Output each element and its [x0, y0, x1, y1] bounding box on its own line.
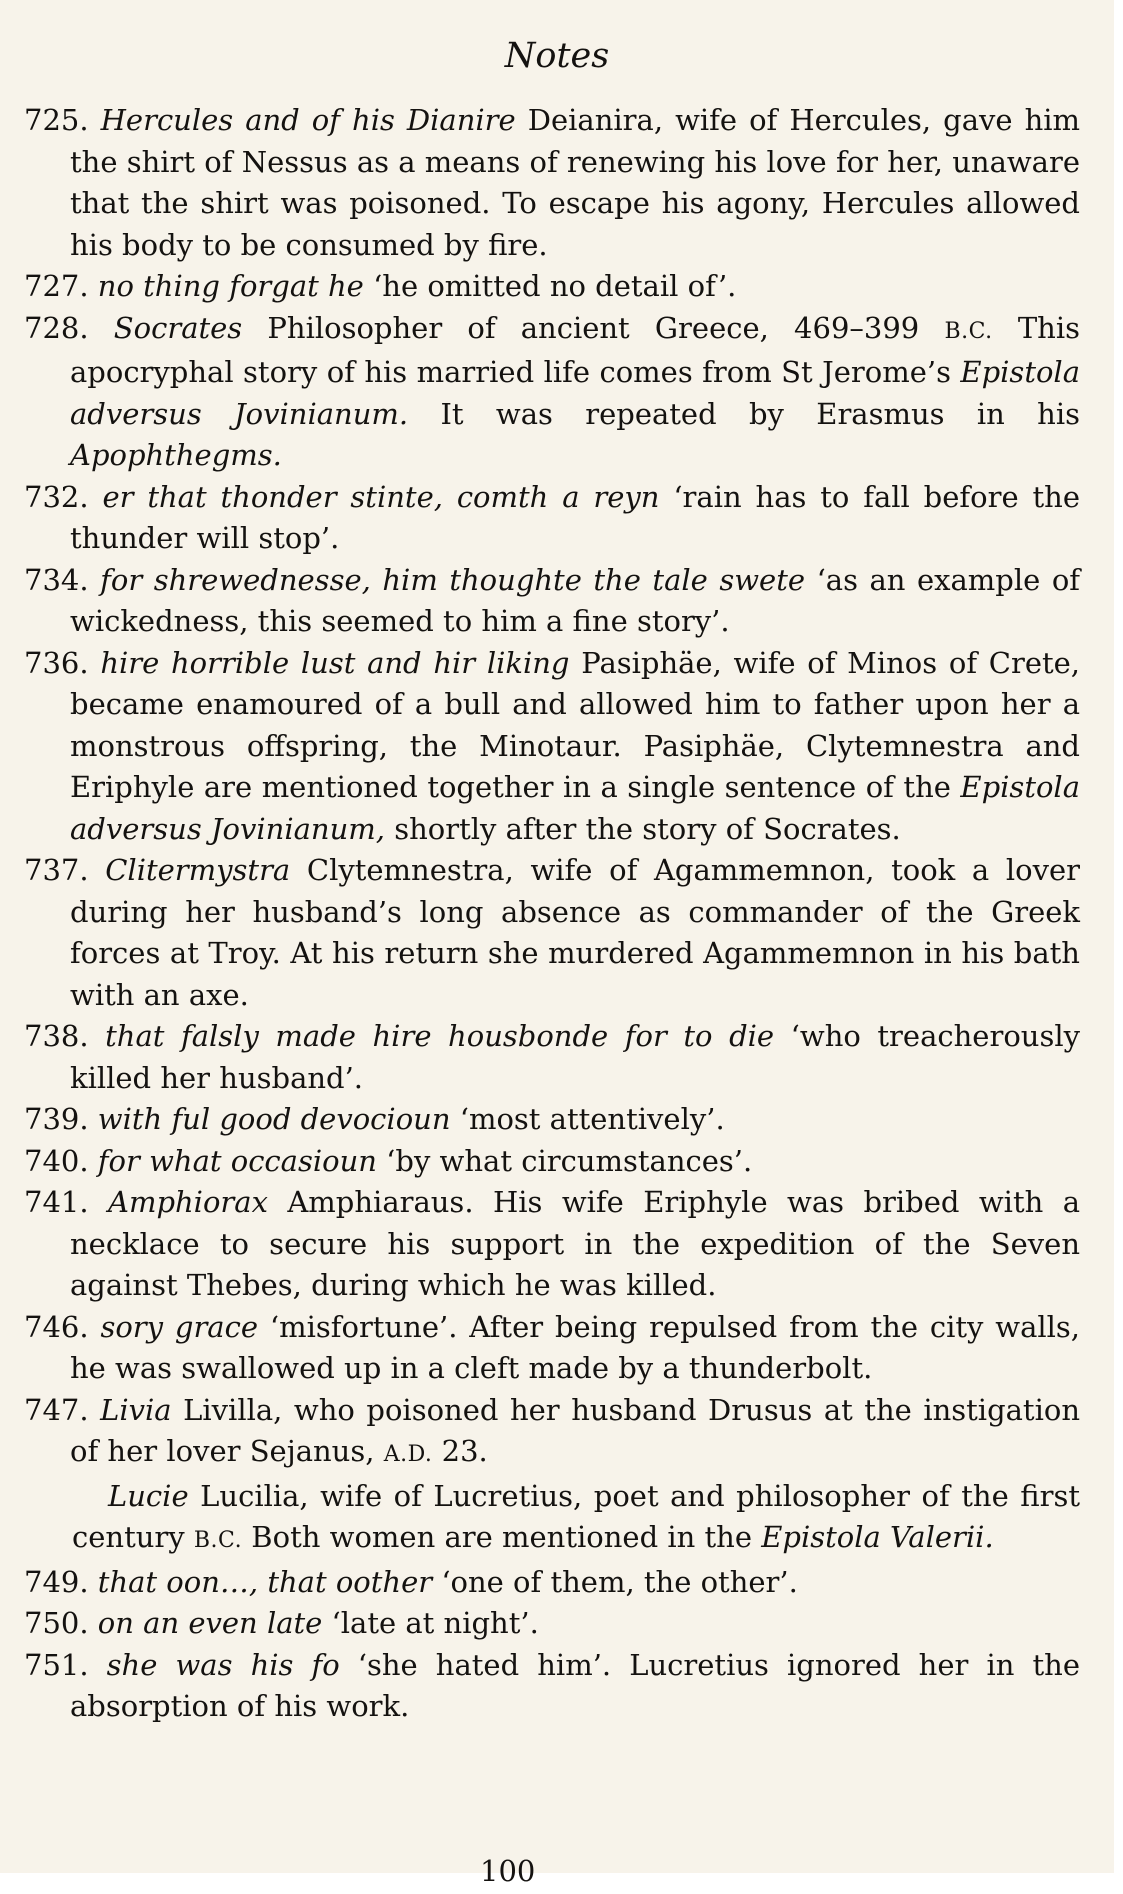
note-gloss: ‘rain has to fall before the thunder will stop’. [70, 479, 1080, 555]
note-741 [24, 1182, 1080, 1307]
note-gloss: Amphiaraus. His wife Eriphyle was bribed with a necklace to secure his support in the expedition of the Seven against Thebes, during which he was killed. [70, 1185, 1080, 1302]
note-750 [24, 1603, 1080, 1645]
note-gloss: This apocryphal story of his married life comes from St Jerome’s [70, 310, 1080, 389]
note-740 [24, 1141, 1080, 1183]
note-725 [24, 100, 1080, 266]
page-number-cutoff [480, 1854, 610, 1894]
note-lemma: Hercules and of his Dianire [100, 103, 516, 137]
note-728 [24, 308, 1080, 477]
note-gloss: Clytemnestra, wife of Agammemnon, took a lover during her husband’s long absence as commander of the Greek forces at Troy. At his return she murdered Agammemnon in his bath with an axe. [70, 853, 1080, 1012]
era-abbreviation: B.C. [193, 1528, 243, 1553]
note-737 [24, 850, 1080, 1016]
note-gloss: Lucilia, wife of Lucretius, poet and philosopher of the first century [72, 1478, 1080, 1554]
note-gloss: shortly after the story of Socrates. [384, 811, 901, 846]
note-lemma: hire horrible lust and hir liking [100, 645, 570, 680]
note-lemma: Amphiorax [108, 1185, 268, 1219]
note-number: 750. [24, 1606, 89, 1640]
note-732 [24, 477, 1080, 560]
note-736 [24, 643, 1080, 851]
note-number: 747. [24, 1392, 89, 1427]
note-lemma: sory grace [100, 1309, 259, 1344]
note-739 [24, 1099, 1080, 1141]
note-lemma: Lucie [108, 1478, 189, 1513]
note-734 [24, 560, 1080, 643]
note-number: 751. [24, 1647, 89, 1682]
note-number: 741. [24, 1185, 89, 1219]
note-747 [24, 1390, 1080, 1476]
note-number: 727. [24, 269, 89, 303]
note-gloss: ‘she hated him’. Lucretius ignored her in the absorption of his work. [70, 1647, 1080, 1723]
era-abbreviation: B.C. [944, 318, 993, 344]
note-number: 740. [24, 1143, 89, 1178]
page-number: 100 [480, 1854, 536, 1888]
note-number: 746. [24, 1309, 89, 1344]
note-gloss: Philosopher of ancient Greece, 469–399 [267, 310, 945, 345]
note-gloss: Livilla, who poisoned her husband Drusus at the instigation of her lover Sejanus, [70, 1392, 1080, 1468]
note-gloss: ‘misfortune’. After being repulsed from the city walls, he was swallowed up in a cleft made by a thunderbolt. [70, 1309, 1081, 1385]
note-gloss: Both women are mentioned in the [242, 1520, 762, 1554]
note-gloss: ‘late at night’. [331, 1606, 539, 1640]
note-lemma: for what occasioun [97, 1143, 377, 1178]
note-lemma: Livia [100, 1392, 172, 1427]
note-gloss: ‘who treacherously killed her husband’. [70, 1019, 1080, 1095]
note-number: 725. [24, 103, 89, 137]
note-number: 736. [24, 645, 89, 680]
notes-list [24, 100, 1080, 1728]
note-lemma: no thing forgat he [97, 269, 364, 303]
note-727 [24, 266, 1080, 308]
note-747-continuation [24, 1476, 1080, 1562]
note-number: 732. [24, 479, 89, 514]
note-lemma: that falsly made hire housbonde for to die [105, 1019, 775, 1053]
note-gloss: 23. [432, 1434, 488, 1468]
note-lemma: that oon…, that oother [97, 1564, 433, 1599]
note-lemma: for shrewednesse, him thoughte the tale swete [100, 562, 806, 597]
note-746 [24, 1307, 1080, 1390]
note-gloss: Pasiphäe, wife of Minos of Crete, became enamoured of a bull and allowed him to father upon her a monstrous offspring, the Minotaur. Pasiphäe, Clytemnestra and Eriphyle are mentioned together in a single sentence of the [70, 645, 1081, 804]
scan-margin [1114, 0, 1123, 1873]
note-gloss: Deianira, wife of Hercules, gave him the shirt of Nessus as a means of renewing his love for her, unaware that the shirt was poisoned. To escape his agony, Hercules allowed his body to be consumed by fire. [70, 103, 1081, 262]
note-lemma: with ful good devocioun [97, 1102, 451, 1136]
note-749 [24, 1562, 1080, 1604]
work-title: Apophthegms. [70, 438, 282, 472]
note-gloss: ‘most attentively’. [459, 1102, 725, 1136]
note-lemma: er that thonder stinte, comth a reyn [102, 479, 660, 514]
running-header: Notes [504, 36, 610, 76]
note-number: 737. [24, 853, 89, 887]
note-number: 728. [24, 310, 89, 345]
note-number: 739. [24, 1102, 89, 1136]
note-gloss: It was repeated by Erasmus in his [408, 396, 1080, 431]
note-lemma: Socrates [113, 310, 243, 345]
note-number: 738. [24, 1019, 89, 1053]
note-751 [24, 1645, 1080, 1728]
note-lemma: she was his fo [106, 1647, 340, 1682]
note-number: 749. [24, 1564, 89, 1599]
era-abbreviation: A.D. [383, 1442, 433, 1467]
work-title: Epistola Valerii. [761, 1520, 994, 1554]
work-title: Epistola adversus Jovinianum. [70, 355, 1080, 431]
work-title: Epistola adversus Jovinianum, [70, 770, 1080, 846]
note-gloss: ‘one of them, the other’. [441, 1564, 798, 1599]
note-738 [24, 1016, 1080, 1099]
note-gloss: ‘as an example of wickedness, this seemed to him a fine story’. [70, 562, 1081, 638]
note-gloss: ‘he omitted no detail of’. [373, 269, 737, 303]
note-number: 734. [24, 562, 89, 597]
note-lemma: on an even late [97, 1606, 323, 1640]
note-gloss: ‘by what circumstances’. [386, 1143, 753, 1178]
note-lemma: Clitermystra [105, 853, 291, 887]
